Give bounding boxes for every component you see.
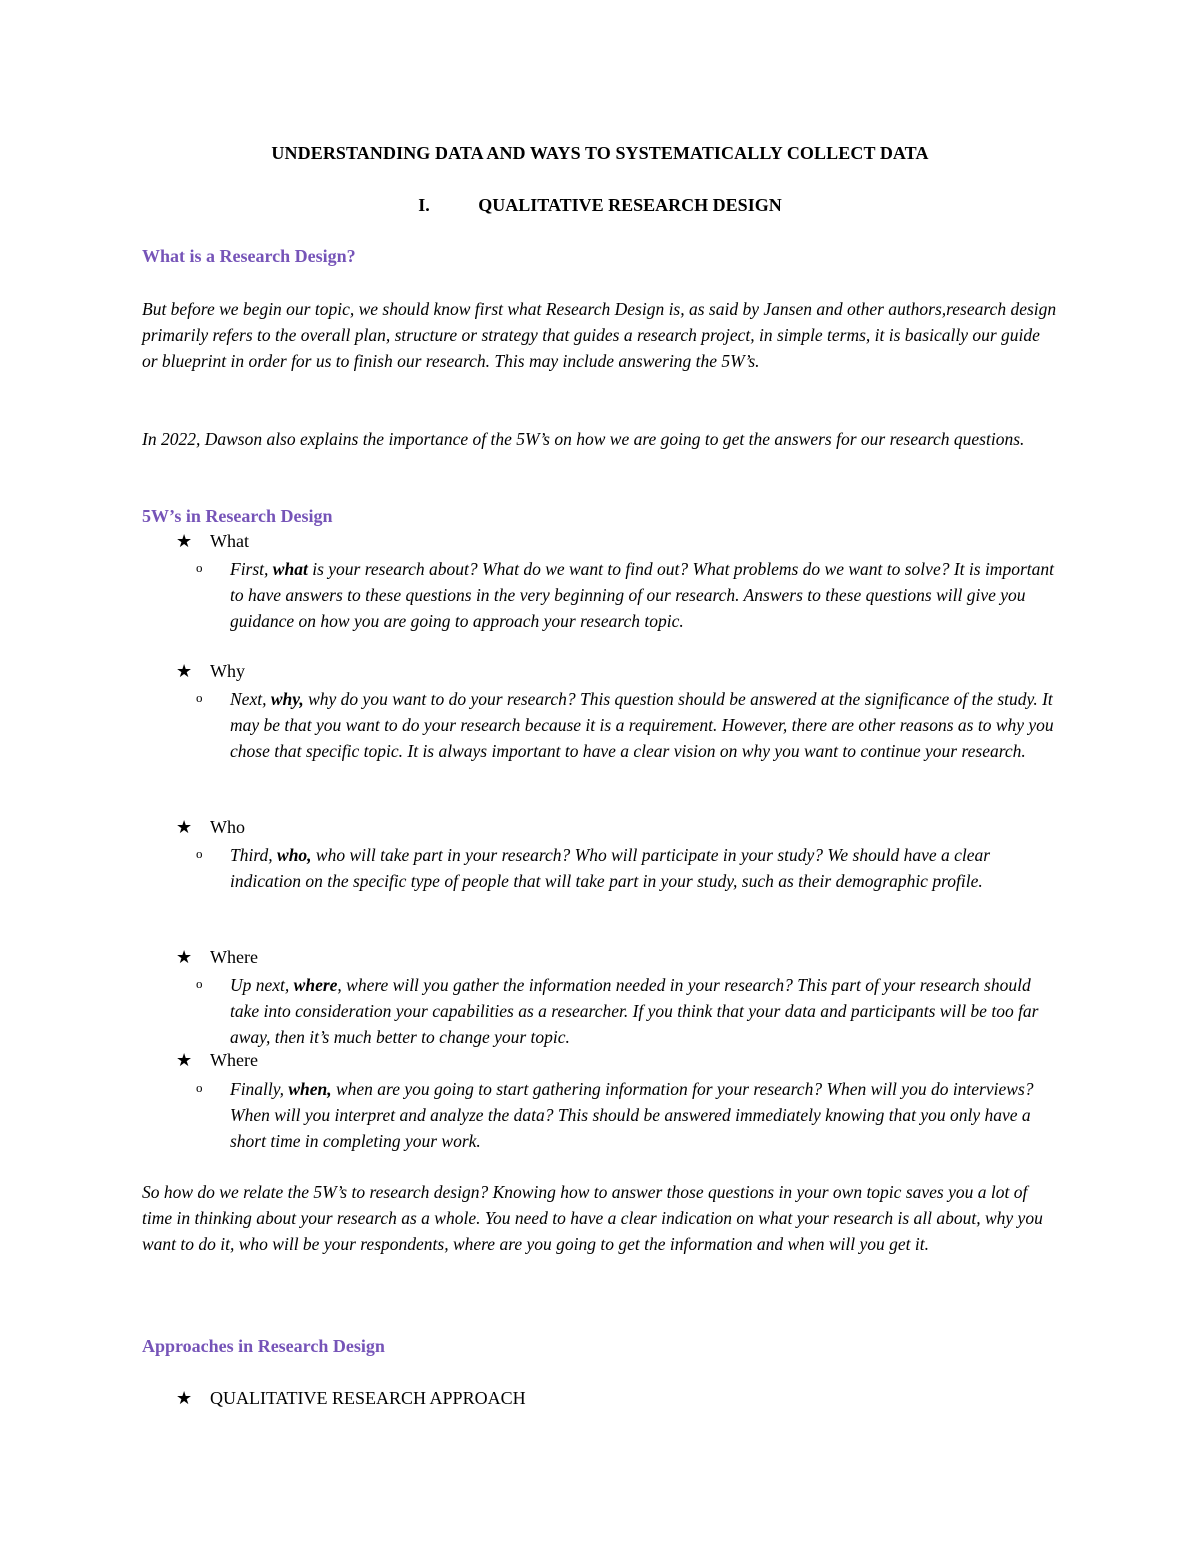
star-bullet-icon: ★ <box>176 1388 193 1408</box>
circle-bullet-icon: o <box>196 976 203 991</box>
list-item-description: Up next, where, where will you gather the information needed in your research? This part of your research should take into consideration your capabilities as a researcher. If you think that your data and participants will be too far away, then it’s much better to change your topic. <box>230 975 1039 1047</box>
section-label: QUALITATIVE RESEARCH DESIGN <box>478 195 782 215</box>
list-item-where <box>176 947 258 968</box>
paragraph-intro: But before we begin our topic, we should know first what Research Design is, as said by Jansen and other authors,research design primarily refers to the overall plan, structure or strategy that guides a research project, in simple terms, it is basically our guide or blueprint in order for us to finish our research. This may include answering the 5W’s. <box>142 299 1057 371</box>
heading-5ws: 5W’s in Research Design <box>142 506 333 526</box>
list-item-why <box>176 661 245 682</box>
circle-bullet-icon: o <box>196 560 203 575</box>
circle-bullet-icon: o <box>196 1080 203 1095</box>
star-bullet-icon: ★ <box>176 817 193 837</box>
list-item-qualitative-approach <box>176 1388 526 1409</box>
list-item-when <box>176 1050 258 1071</box>
list-item-label: Who <box>210 817 245 837</box>
paragraph-dawson: In 2022, Dawson also explains the importance of the 5W’s on how we are going to get the answers for our research questions. <box>142 429 1025 449</box>
list-item-label: QUALITATIVE RESEARCH APPROACH <box>210 1388 526 1408</box>
document-title: UNDERSTANDING DATA AND WAYS TO SYSTEMATICALLY COLLECT DATA <box>271 143 929 163</box>
circle-bullet-icon: o <box>196 846 203 861</box>
list-item-label: Why <box>210 661 245 681</box>
heading-what-is-research-design: What is a Research Design? <box>142 246 356 266</box>
star-bullet-icon: ★ <box>176 947 193 967</box>
paragraph-summary: So how do we relate the 5W’s to research design? Knowing how to answer those questions in your own topic saves you a lot of time in thinking about your research as a whole. You need to have a clear indication on what your research is all about, why you want to do it, who will be your respondents, where are you going to get the information and when will you get it. <box>142 1182 1043 1254</box>
star-bullet-icon: ★ <box>176 531 193 551</box>
list-item-label: What <box>210 531 249 551</box>
list-item-label: Where <box>210 947 258 967</box>
section-number: I. <box>418 195 430 215</box>
heading-approaches: Approaches in Research Design <box>142 1336 385 1356</box>
list-item-description: Finally, when, when are you going to start gathering information for your research? When will you do interviews? When will you interpret and analyze the data? This should be answered immediately knowing that you only have a short time in completing your work. <box>230 1079 1034 1151</box>
star-bullet-icon: ★ <box>176 1050 193 1070</box>
list-item-what <box>176 531 249 552</box>
star-bullet-icon: ★ <box>176 661 193 681</box>
circle-bullet-icon: o <box>196 690 203 705</box>
list-item-who <box>176 817 245 838</box>
list-item-label: Where <box>210 1050 258 1070</box>
list-item-description: Third, who, who will take part in your research? Who will participate in your study? We should have a clear indication on the specific type of people that will take part in your study, such as their demographic profile. <box>230 845 991 891</box>
list-item-description: Next, why, why do you want to do your research? This question should be answered at the significance of the study. It may be that you want to do your research because it is a requirement. However, there are other reasons as to why you chose that specific topic. It is always important to have a clear vision on why you want to continue your research. <box>230 689 1054 761</box>
list-item-description: First, what is your research about? What do we want to find out? What problems do we want to solve? It is important to have answers to these questions in the very beginning of our research. Answers to these questions will give you guidance on how you are going to approach your research topic. <box>230 559 1054 631</box>
section-heading <box>0 195 1200 216</box>
